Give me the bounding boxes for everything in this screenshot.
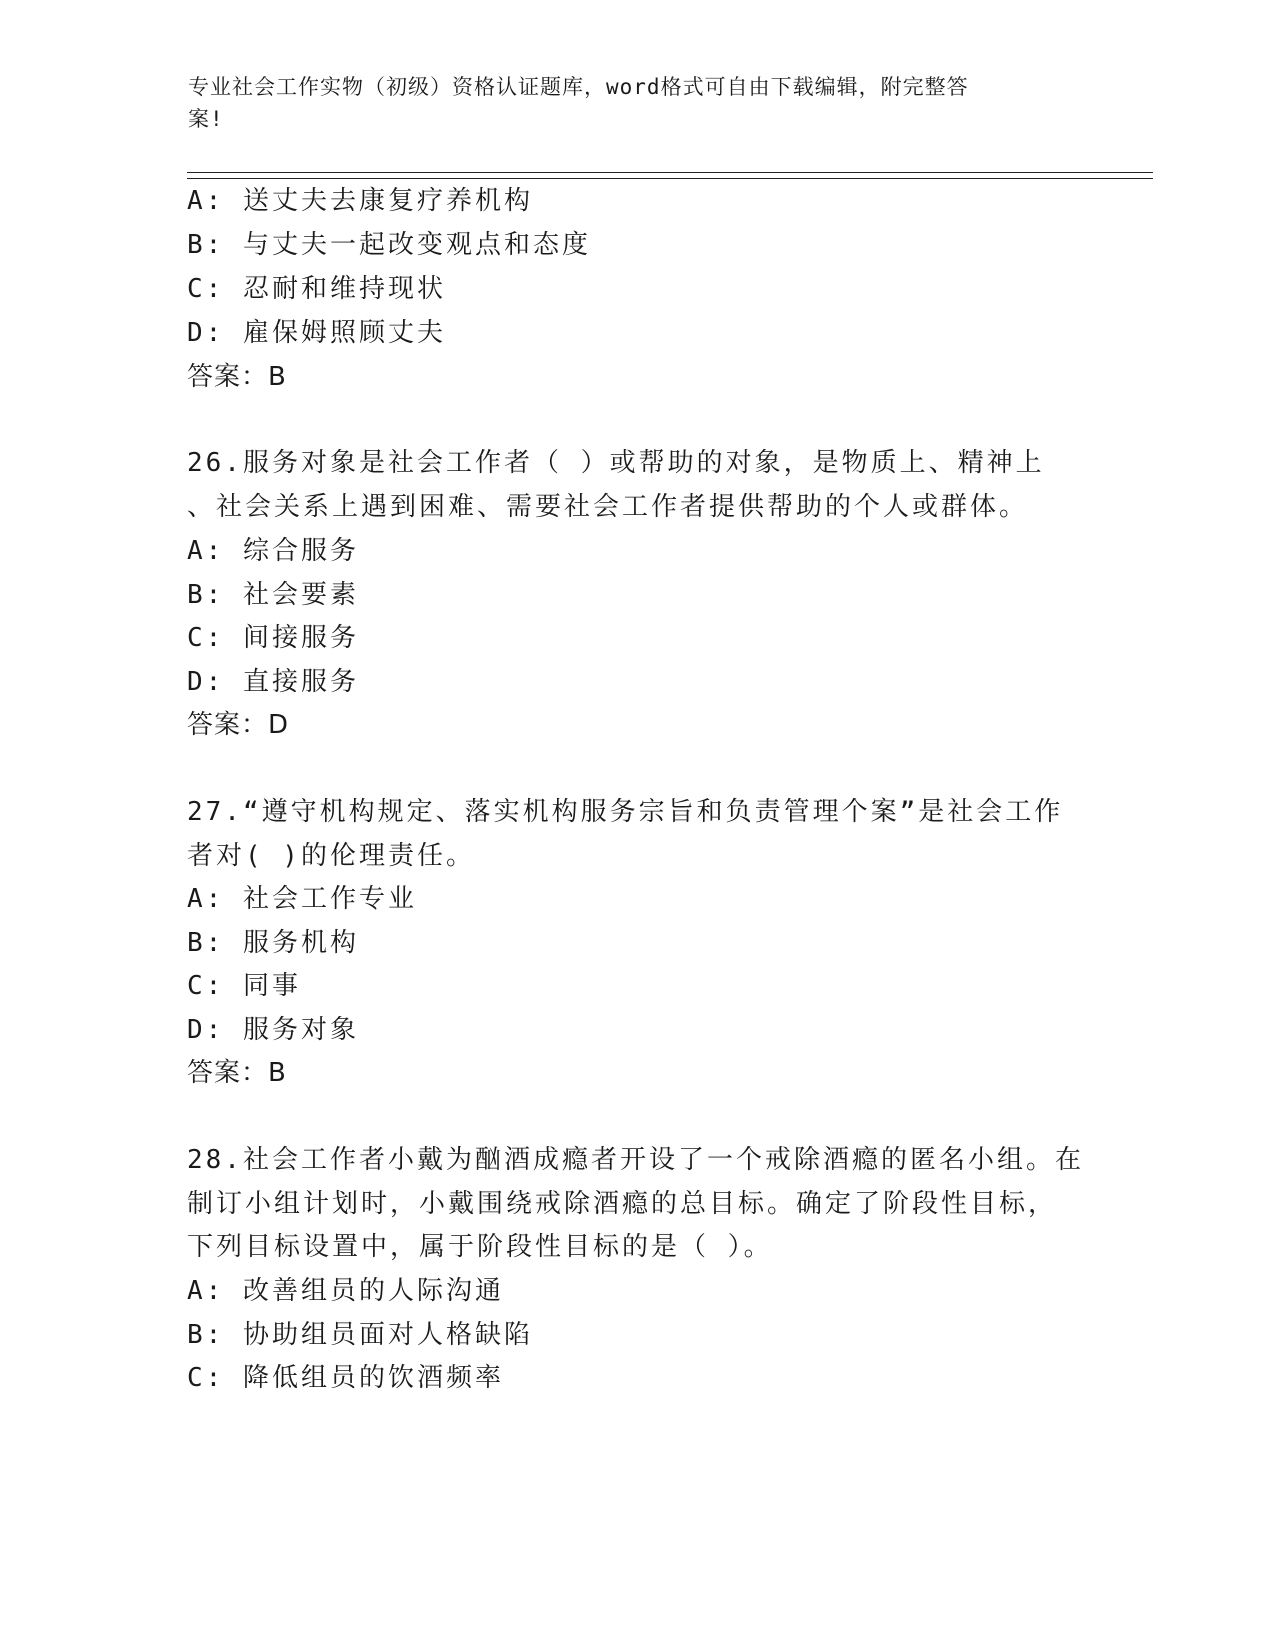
q27-answer: 答案：B [187, 1058, 287, 1088]
q25-option-a: A: 送丈夫去康复疗养机构 [187, 186, 533, 216]
q28-option-b: B: 协助组员面对人格缺陷 [187, 1320, 533, 1350]
q27-stem-line-2: 者对( )的伦理责任。 [187, 841, 475, 871]
q28-option-c: C: 降低组员的饮酒频率 [187, 1363, 504, 1393]
q25-option-c: C: 忍耐和维持现状 [187, 274, 446, 304]
q28-stem-line-2: 制订小组计划时，小戴围绕戒除酒瘾的总目标。确定了阶段性目标， [187, 1189, 1058, 1219]
header-rule-top [187, 172, 1153, 173]
q27-option-d: D: 服务对象 [187, 1015, 359, 1045]
q26-stem-line-2: 、社会关系上遇到困难、需要社会工作者提供帮助的个人或群体。 [187, 492, 1029, 522]
q26-option-c: C: 间接服务 [187, 623, 359, 653]
q25-answer: 答案：B [187, 362, 287, 392]
header-line-2: 案! [188, 107, 224, 131]
header-rule-bottom [187, 178, 1153, 179]
q26-option-d: D: 直接服务 [187, 667, 359, 697]
q26-answer: 答案：D [187, 710, 290, 740]
q27-option-b: B: 服务机构 [187, 928, 359, 958]
q27-option-c: C: 同事 [187, 971, 301, 1001]
q28-stem-line-3: 下列目标设置中，属于阶段性目标的是（ ）。 [187, 1232, 773, 1262]
q26-option-a: A: 综合服务 [187, 536, 359, 566]
header-line-1: 专业社会工作实物（初级）资格认证题库，word格式可自由下载编辑，附完整答 [188, 75, 969, 99]
q27-option-a: A: 社会工作专业 [187, 884, 417, 914]
q28-option-a: A: 改善组员的人际沟通 [187, 1276, 504, 1306]
q28-stem-line-1: 28.社会工作者小戴为酗酒成瘾者开设了一个戒除酒瘾的匿名小组。在 [187, 1145, 1084, 1175]
q26-option-b: B: 社会要素 [187, 580, 359, 610]
q25-option-b: B: 与丈夫一起改变观点和态度 [187, 230, 591, 260]
q25-option-d: D: 雇保姆照顾丈夫 [187, 318, 446, 348]
q27-stem-line-1: 27.“遵守机构规定、落实机构服务宗旨和负责管理个案”是社会工作 [187, 797, 1064, 827]
q26-stem-line-1: 26.服务对象是社会工作者（ ）或帮助的对象，是物质上、精神上 [187, 448, 1045, 478]
